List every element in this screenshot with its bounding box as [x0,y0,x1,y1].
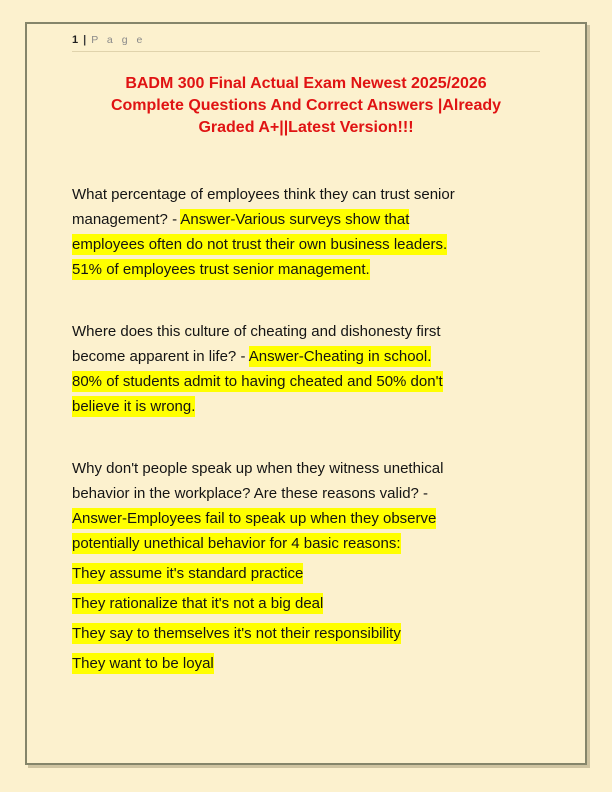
text-line [72,481,540,506]
qa-paragraph [72,319,540,419]
highlighted-answer-text: 80% of students admit to having cheated and 50% don't [72,373,443,390]
title-line: Complete Questions And Correct Answers |Already [110,97,502,114]
header-page-label: P a g e [91,34,146,46]
question-text: behavior in the workplace? Are these reasons valid? - [72,485,429,502]
answer-point [72,651,540,676]
highlighted-answer-text: potentially unethical behavior for 4 basic reasons: [72,535,401,552]
page-number: 1 [72,34,79,46]
page-header [72,33,540,52]
text-line [72,591,540,616]
highlighted-answer-text: 51% of employees trust senior management. [72,261,370,278]
text-line [72,394,540,419]
question-text: Why don't people speak up when they witness unethical [72,460,444,477]
text-line [72,369,540,394]
text-line [72,651,540,676]
qa-paragraph [72,182,540,282]
text-line [72,456,540,481]
title-line: Graded A+||Latest Version!!! [198,119,414,136]
text-line [72,319,540,344]
qa-paragraph [72,456,540,556]
highlighted-answer-text: Answer-Various surveys show that [180,211,410,228]
answer-point [72,591,540,616]
text-line [72,561,540,586]
highlighted-answer-text: They want to be loyal [72,655,214,672]
document-body [72,182,540,681]
text-line [72,531,540,556]
highlighted-answer-text: employees often do not trust their own business leaders. [72,236,448,253]
question-text: management? - [72,211,181,228]
highlighted-answer-text: believe it is wrong. [72,398,196,415]
header-separator: | [83,34,87,46]
title-line: BADM 300 Final Actual Exam Newest 2025/2026 [125,75,487,92]
answer-point [72,561,540,586]
text-line [72,344,540,369]
question-text: Where does this culture of cheating and dishonesty first [72,323,441,340]
highlighted-answer-text: They rationalize that it's not a big deal [72,595,324,612]
text-line [72,182,540,207]
document-title [72,73,540,139]
text-line [72,207,540,232]
highlighted-answer-text: Answer-Cheating in school. [248,348,432,365]
text-line [72,232,540,257]
highlighted-answer-text: They assume it's standard practice [72,565,304,582]
text-line [72,506,540,531]
highlighted-answer-text: Answer-Employees fail to speak up when they observe [72,510,437,527]
answer-point [72,621,540,646]
text-line [72,621,540,646]
text-line [72,257,540,282]
question-text: What percentage of employees think they can trust senior [72,186,455,203]
highlighted-answer-text: They say to themselves it's not their responsibility [72,625,401,642]
question-text: become apparent in life? - [72,348,249,365]
